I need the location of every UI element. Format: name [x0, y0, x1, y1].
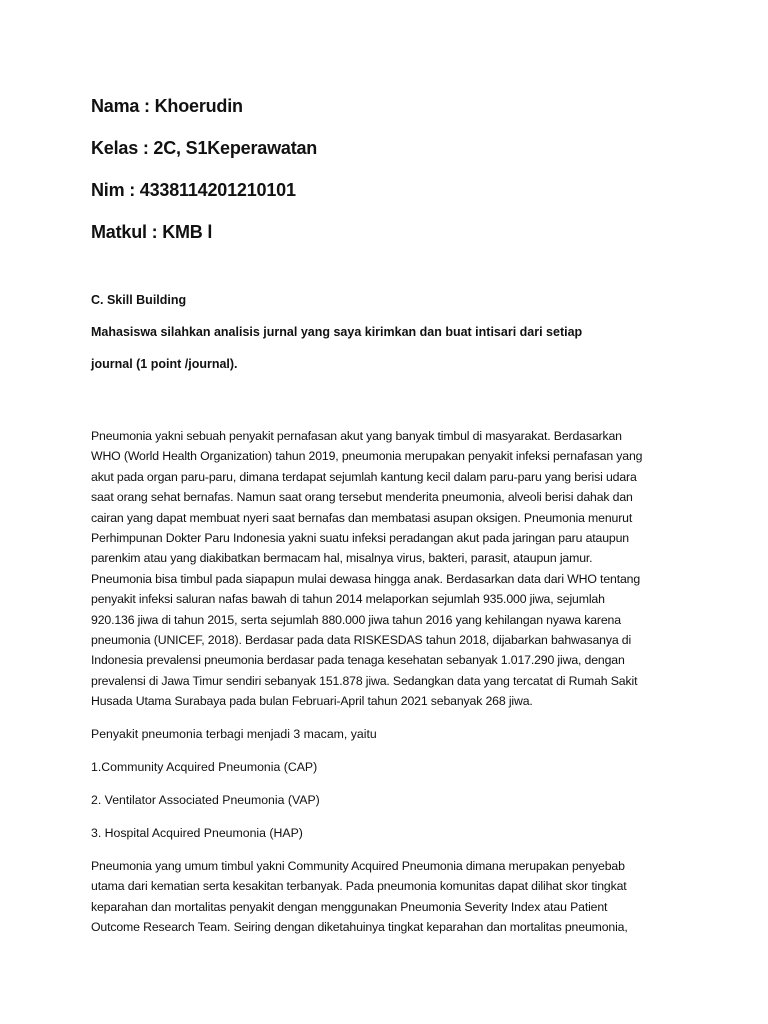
paragraph-line: parenkim atau yang diakibatkan bermacam hal, misalnya virus, bakteri, parasit, ataupun jamur. [91, 551, 593, 566]
paragraph-line: Pneumonia yakni sebuah penyakit pernafasan akut yang banyak timbul di masyarakat. Berdasarkan [91, 429, 622, 443]
paragraph-line: penyakit infeksi saluran nafas bawah di tahun 2014 melaporkan sejumlah 935.000 jiwa, sejumlah [91, 592, 605, 607]
student-name: Nama : Khoerudin [91, 96, 243, 116]
instruction-line-1: Mahasiswa silahkan analisis jurnal yang saya kirimkan dan buat intisari dari setiap [91, 325, 583, 339]
paragraph-line: Husada Utama Surabaya pada bulan Februari-April tahun 2021 sebanyak 268 jiwa. [91, 694, 533, 709]
list-item-vap: 2. Ventilator Associated Pneumonia (VAP) [91, 792, 320, 807]
paragraph-line: WHO (World Health Organization) tahun 2019, pneumonia merupakan penyakit infeksi pernafasan yang [91, 449, 643, 464]
paragraph-line: utama dari kematian serta kesakitan terbanyak. Pada pneumonia komunitas dapat dilihat skor tingkat [91, 879, 627, 894]
paragraph-line: 920.136 jiwa di tahun 2015, serta sejumlah 880.000 jiwa tahun 2016 yang kehilangan nyawa karena [91, 612, 621, 627]
list-item-cap: 1.Community Acquired Pneumonia (CAP) [91, 759, 318, 774]
paragraph-1 [91, 426, 681, 712]
student-class: Kelas : 2C, S1Keperawatan [91, 138, 318, 158]
paragraph-line: akut pada organ paru-paru, dimana terdapat sejumlah kantung kecil dalam paru-paru yang berisi udara [91, 469, 637, 484]
list-item-hap: 3. Hospital Acquired Pneumonia (HAP) [91, 825, 303, 840]
paragraph-line: Outcome Research Team. Seiring dengan diketahuinya tingkat keparahan dan mortalitas pneumonia, [91, 919, 628, 934]
paragraph-line: cairan yang dapat membuat nyeri saat bernafas dan membatasi asupan oksigen. Pneumonia menurut [91, 510, 633, 525]
paragraph-line: prevalensi di Jawa Timur sendiri sebanyak 151.878 jiwa. Sedangkan data yang tercatat di Rumah Sakit [91, 673, 638, 688]
course-name: Matkul : KMB l [91, 222, 213, 242]
paragraph-line: Pneumonia yang umum timbul yakni Community Acquired Pneumonia dimana merupakan penyebab [91, 858, 625, 873]
paragraph-line: Pneumonia bisa timbul pada siapapun mulai dewasa hingga anak. Berdasarkan data dari WHO tentang [91, 571, 641, 586]
paragraph-2: Penyakit pneumonia terbagi menjadi 3 macam, yaitu [91, 726, 377, 741]
paragraph-3 [91, 856, 681, 938]
paragraph-line: Perhimpunan Dokter Paru Indonesia yakni suatu infeksi peradangan akut pada jaringan paru ataupun [91, 531, 629, 546]
paragraph-line: saat orang sehat bernafas. Namun saat orang tersebut menderita pneumonia, alveoli berisi dahak dan [91, 490, 633, 505]
paragraph-line: keparahan dan mortalitas penyakit dengan menggunakan Pneumonia Severity Index atau Patient [91, 899, 608, 914]
paragraph-line: pneumonia (UNICEF, 2018). Berdasar pada data RISKESDAS tahun 2018, dijabarkan bahwasanya di [91, 633, 632, 648]
instruction-line-2: journal (1 point /journal). [91, 357, 238, 371]
document-page [91, 96, 681, 949]
student-nim: Nim : 4338114201210101 [91, 180, 296, 200]
section-title: C. Skill Building [91, 293, 187, 307]
paragraph-line: Indonesia prevalensi pneumonia berdasar pada tenaga kesehatan sebanyak 1.017.290 jiwa, dengan [91, 653, 625, 668]
